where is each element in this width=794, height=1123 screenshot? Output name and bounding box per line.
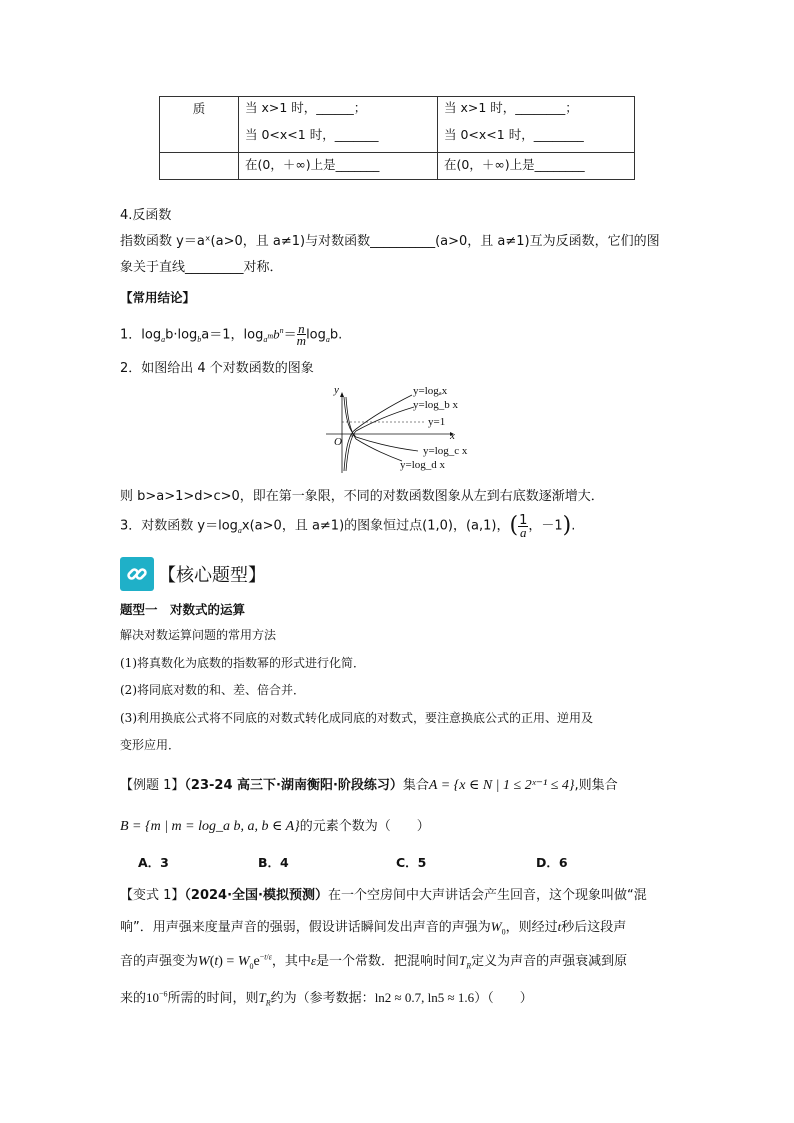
curve-d — [346, 397, 402, 461]
core-heading-bar — [120, 557, 266, 591]
c1-c: a＝1， — [201, 327, 244, 343]
c1-frac-den: m — [296, 333, 307, 349]
variant1-line4: 来的$10^{-6}$所需的时间，则$T_R$约为（参考数据：ln2 ≈ 0.7, ln5 ≈ 1.6）（ ） — [120, 989, 533, 1008]
c3-frac — [518, 512, 528, 540]
inverse-line1: 指数函数 y＝aˣ(a>0，且 a≠1)与对数函数__________(a>0，且 a≠1)互为反函数，它们的图 — [120, 234, 660, 249]
type1-title: 题型一 对数式的运算 — [120, 602, 246, 617]
example1-set-b: B = {m | m = log_a b, a, b ∈ A} — [120, 819, 300, 834]
method-2: (2)将同底对数的和、差、倍合并． — [120, 683, 305, 697]
method-1: (1)将真数化为底数的指数幂的形式进行化简． — [120, 656, 365, 670]
example1-text-c: 的元素个数为（ ） — [299, 819, 430, 834]
row-label: 质 — [192, 101, 206, 116]
example1-source: （23-24 高三下·湖南衡阳·阶段练习） — [184, 778, 403, 793]
conclusion-2-after: 则 b>a>1>d>c>0，即在第一象限，不同的对数函数图象从左到右底数逐渐增大． — [120, 489, 604, 504]
col2-line1: 当 x>1 时，________； — [444, 100, 578, 115]
conclusions-title: 【常用结论】 — [120, 290, 196, 305]
c3-frac-den: a — [519, 524, 527, 540]
option-a[interactable]: A．3 — [138, 855, 169, 870]
c1-d: log — [243, 327, 264, 343]
graph-curve-a-label: y=logₐx — [413, 385, 448, 397]
variant1-text3a: 音的声强变为 — [120, 954, 199, 969]
col2-cell-top — [438, 97, 635, 153]
graph-line-1-label: y=1 — [428, 416, 446, 428]
properties-table — [159, 96, 635, 180]
variant1-line3: 音的声强变为$W(t) = W_0e^{-t/\varepsilon}$，其中ε是一个常数．把混响时间$T_R$定义为声音的声强衰减到原 — [120, 952, 628, 971]
graph-y-label: y — [334, 384, 339, 396]
row-label-cell — [160, 97, 239, 153]
conclusion-2: 2．如图给出 4 个对数函数的图象 — [120, 361, 314, 376]
variant1-text3b: ，其中 — [271, 954, 311, 969]
curve-c — [344, 397, 418, 451]
variant1-text1: 在一个空房间中大声讲话会产生回音，这个现象叫做“混 — [327, 888, 647, 903]
c3-b: x(a>0，且 a≠1)的图象恒过点(1,0)，(a,1)， — [241, 518, 510, 534]
y-arrow-icon — [340, 392, 344, 397]
method-3b: 变形应用． — [120, 738, 181, 752]
variant1-tag: 【变式 1】 — [120, 888, 185, 903]
variant1-line2: 响”．用声强来度量声音的强弱，假设讲话瞬间发出声音的声强为$W_0$，则经过t秒后这段声 — [120, 919, 627, 937]
variant1-source: （2024·全国·模拟预测） — [184, 888, 328, 903]
link-icon — [120, 557, 154, 591]
example1-set-a: A = {x ∈ N | 1 ≤ 2ˣ⁻¹ ≤ 4} — [428, 778, 575, 793]
variant1-text4d: ）（ ） — [474, 991, 533, 1006]
example1-line2 — [120, 815, 430, 835]
c3-c: ，－1 — [528, 518, 563, 534]
c1-frac-num: n — [298, 321, 305, 337]
inverse-line2: 象关于直线_________对称． — [120, 260, 283, 275]
graph-curve-c-label: y=log_c x — [423, 445, 468, 457]
col1-line2: 当 0<x<1 时，_______ — [245, 127, 379, 142]
col1-cell-bottom — [239, 153, 438, 180]
inverse-title: 4.反函数 — [120, 208, 172, 223]
conclusion-1: 1．$\log_ab\cdot\log_ba=1$，$\log_{a^m}b^n=$ $\frac{n}{m}$ $\log_ab$. — [120, 321, 343, 349]
graph-curve-b-label: y=log_b x — [413, 399, 459, 411]
col2-cell-bottom — [438, 153, 635, 180]
method-3: (3)利用换底公式将不同底的对数式转化成同底的对数式，要注意换底公式的正用、逆用及 — [120, 711, 594, 725]
c1-a: 1．log — [120, 327, 162, 343]
graph-x-label: x — [450, 430, 455, 442]
row-label-cell-bottom — [160, 153, 239, 180]
col1-line1: 当 x>1 时，______； — [245, 100, 367, 115]
variant1-text2a: 响”．用声强来度量声音的强弱，假设讲话瞬间发出声音的声强为 — [120, 920, 491, 935]
col1-cell-top — [239, 97, 438, 153]
variant1-line1 — [120, 884, 647, 903]
c3-a: 3．对数函数 y＝log — [120, 518, 238, 534]
method-title: 解决对数运算问题的常用方法 — [120, 628, 277, 642]
example1-line1 — [120, 774, 618, 794]
example1-tag: 【例题 1】 — [120, 778, 185, 793]
col2-line3: 在(0，＋∞)上是________ — [444, 157, 585, 172]
variant1-text4a: 来的 — [120, 991, 147, 1006]
c1-b: b·log — [165, 327, 198, 343]
c1-e: log — [306, 327, 326, 343]
c3-frac-num: 1 — [519, 512, 528, 528]
variant1-ref-data: ln2 ≈ 0.7, ln5 ≈ 1.6 — [374, 990, 475, 1005]
option-b[interactable]: B．4 — [258, 855, 289, 870]
variant1-text3d: 定义为声音的声强衰减到原 — [471, 954, 628, 969]
c1-f: b. — [329, 327, 343, 343]
graph-origin-label: O — [334, 436, 342, 448]
option-d[interactable]: D．6 — [536, 855, 568, 870]
graph-curve-d-label: y=log_d x — [400, 459, 446, 471]
col1-line3: 在(0，＋∞)上是_______ — [245, 157, 380, 172]
variant1-text2b: ，则经过 — [505, 920, 558, 935]
variant1-text2c: 秒后这段声 — [561, 920, 627, 935]
conclusion-3: 3．对数函数 $y=\log_ax(a>0$，且 a≠1)的图象恒过点(1,0)，(a,1)，( $\frac{1}{a}$ ，－1). — [120, 512, 576, 540]
c1-frac — [296, 321, 307, 349]
c3-end: . — [571, 518, 576, 534]
example1-text-a: 集合 — [402, 778, 429, 793]
variant1-text3c: 是一个常数．把混响时间 — [315, 954, 459, 969]
option-c[interactable]: C．5 — [396, 855, 427, 870]
variant1-text4c: 约为（参考数据： — [270, 991, 375, 1006]
core-heading: 【核心题型】 — [158, 565, 266, 586]
variant1-text4b: 所需的时间，则 — [167, 991, 259, 1006]
col2-line2: 当 0<x<1 时，________ — [444, 127, 584, 142]
example1-text-b: ,则集合 — [574, 778, 618, 793]
